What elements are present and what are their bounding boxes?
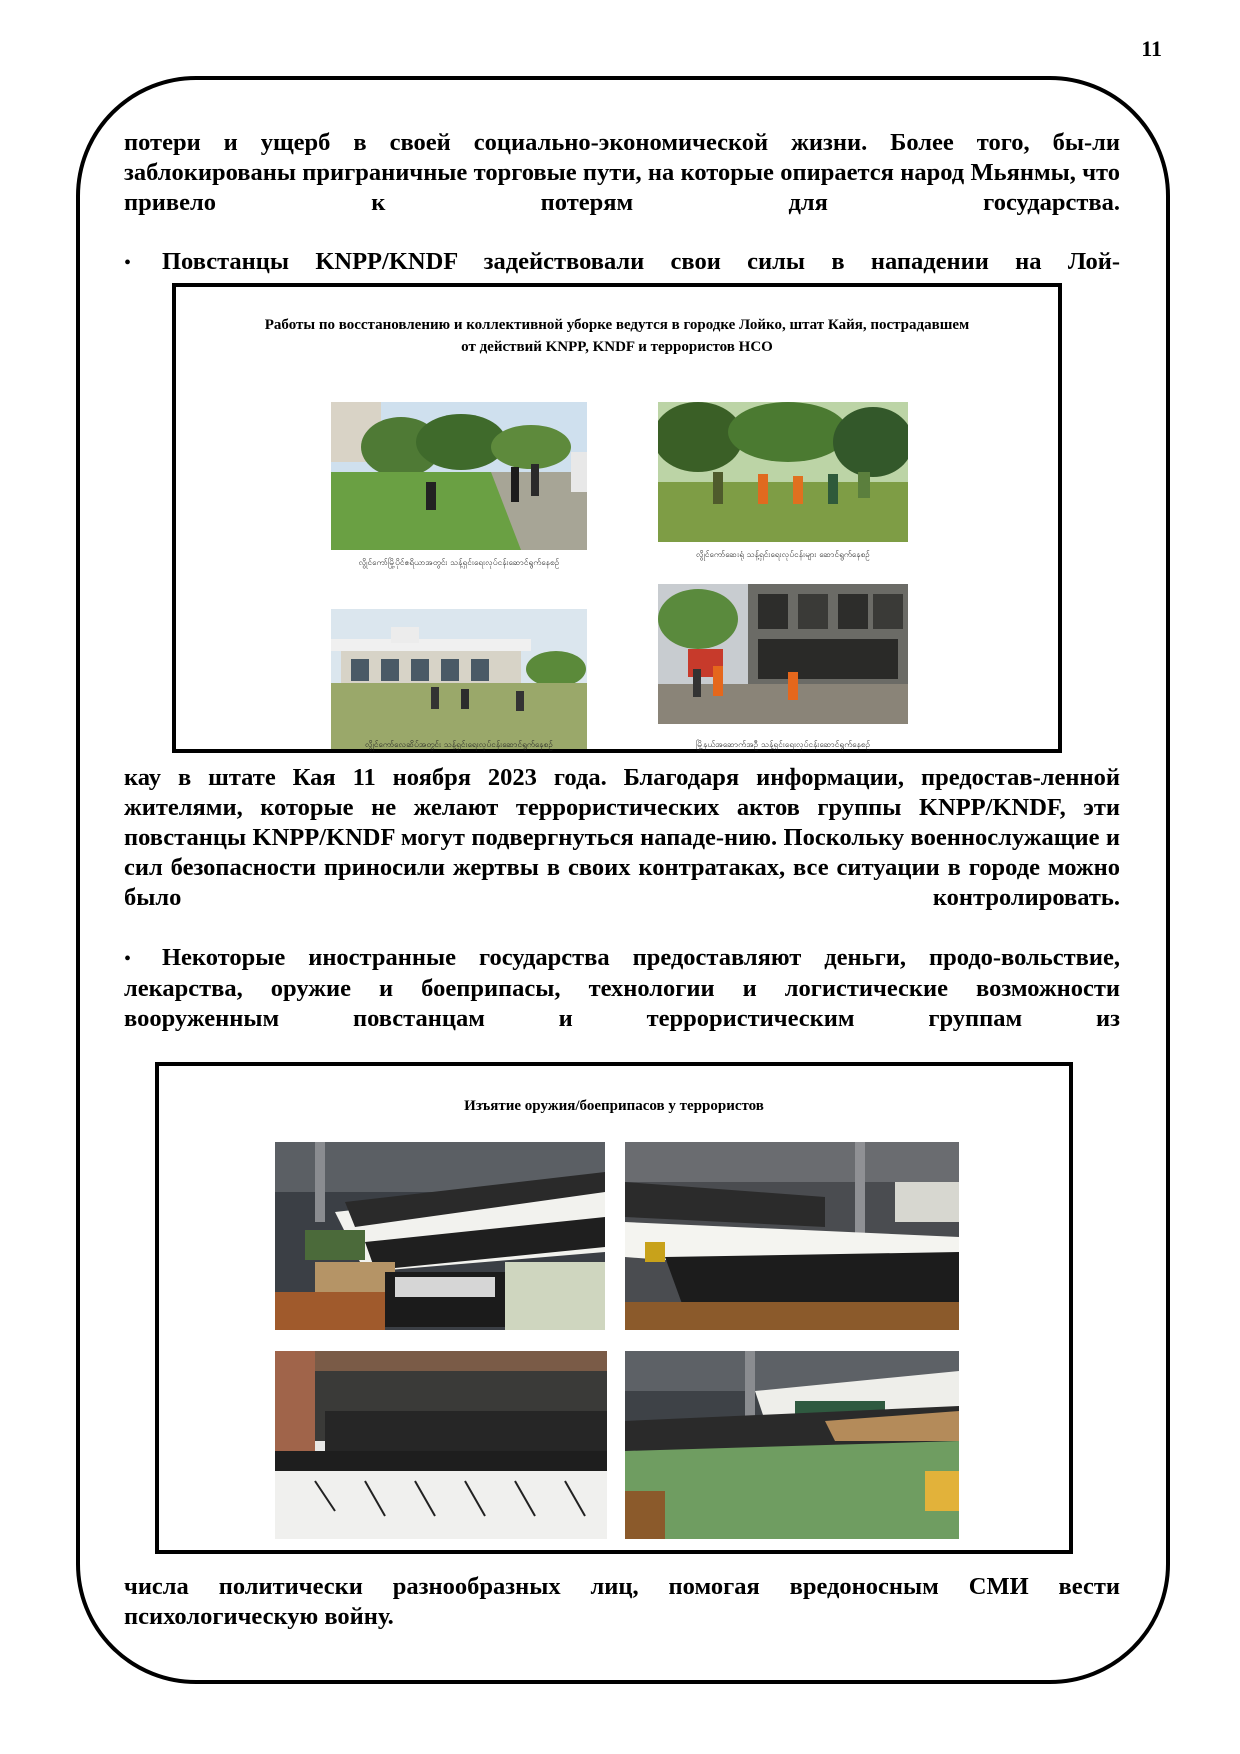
photo-airport-cleanup	[331, 609, 587, 749]
photo-building-cleanup	[658, 584, 908, 724]
photo-weapons-hall-1	[275, 1142, 605, 1330]
bullet-icon: •	[124, 948, 132, 970]
caption-building-cleanup: မြို့နယ်အဆောက်အဦ သန့်ရှင်းရေးလုပ်ငန်းဆောင်ရွက်နေစဉ်	[695, 740, 871, 749]
caption-street-cleanup: လွိုင်ကော်မြို့ပိုင်ဧရိယာအတွင်း သန့်ရှင်းရေးလုပ်ငန်းဆောင်ရွက်နေစဉ်	[358, 558, 560, 567]
figure-cleanup-photos	[172, 283, 1062, 753]
photo-weapons-rifles	[275, 1351, 607, 1539]
photo-weapons-vests	[625, 1351, 959, 1539]
caption-airport-cleanup: လွိုင်ကော်လေဆိပ်အတွင်း သန့်ရှင်းရေးလုပ်ငန်းဆောင်ရွက်နေစဉ်	[365, 740, 553, 749]
paragraph-conclusion: числа политически разнообразных лиц, помогая вредоносным СМИ вести психологическую войну.	[124, 1573, 1120, 1630]
paragraph-bullet-foreign	[124, 943, 1120, 1034]
figure-cleanup-title-1: Работы по восстановлению и коллективной уборке ведутся в городке Лойко, штат Кайя, пострадавшем	[264, 317, 970, 333]
figure-weapons-title: Изъятие оружия/боеприпасов у террористов	[464, 1098, 764, 1114]
paragraph-bullet-knpp	[124, 247, 1120, 278]
paragraph-bullet-foreign-text: Некоторые иностранные государства предоставляют деньги, продо-вольствие, лекарства, оружие и боеприпасы, технологии и логистические возможности вооруженным повстанцам и террористическим группам из	[124, 944, 1120, 1032]
paragraph-intro: потери и ущерб в своей социально-экономической жизни. Более того, бы-ли заблокированы приграничные торговые пути, на которые опирается народ Мьянмы, что привело к потерям для государства.	[124, 129, 1120, 216]
caption-hospital-cleanup: လွိုင်ကော်ဆေးရုံ သန့်ရှင်းရေးလုပ်ငန်းများ ဆောင်ရွက်နေစဉ်	[696, 550, 870, 559]
figure-weapons-photos	[155, 1062, 1073, 1554]
photo-hospital-cleanup	[658, 402, 908, 542]
figure-cleanup-title-2: от действий KNPP, KNDF и террористов НСО	[461, 339, 773, 355]
photo-street-cleanup	[331, 402, 587, 550]
page-number: 11	[1141, 36, 1162, 61]
bullet-icon: •	[124, 252, 132, 274]
paragraph-loikaw: кау в штате Кая 11 ноября 2023 года. Благодаря информации, предостав-ленной жителями, которые не желают террористических актов группы KNPP/KNDF, эти повстанцы KNPP/KNDF могут подвергнуться нападе-нию. Поскольку военнослужащие и сил безопасности приносили жертвы в своих контратаках, все ситуации в городе можно было контролировать.	[124, 764, 1120, 911]
paragraph-bullet-knpp-text: Повстанцы KNPP/KNDF задействовали свои силы в нападении на Лой-	[162, 248, 1120, 275]
photo-weapons-hall-2	[625, 1142, 959, 1330]
